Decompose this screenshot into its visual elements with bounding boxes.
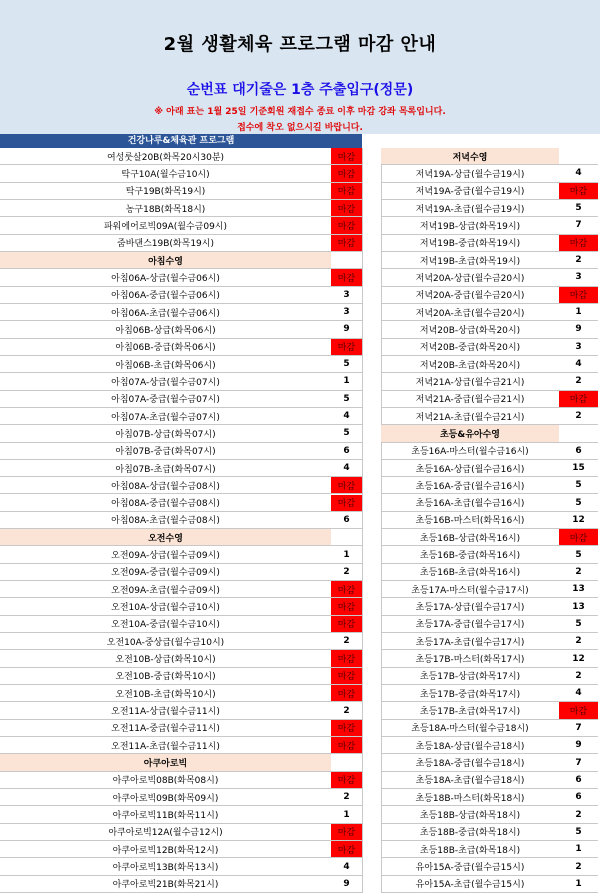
program-name: 초등16A-중급(월수금16시) bbox=[415, 481, 525, 492]
remaining-count: 7 bbox=[575, 757, 582, 768]
closed-badge: 마감 bbox=[331, 581, 362, 597]
table-row bbox=[381, 789, 598, 806]
section-header bbox=[381, 148, 598, 165]
program-name: 초등18A-중급(월수금18시) bbox=[415, 759, 525, 770]
program-name: 아쿠아로빅08B(화목08시) bbox=[112, 776, 219, 787]
program-name: 줌바댄스19B(화목19시) bbox=[117, 239, 214, 250]
program-name: 아침07B-중급(화목07시) bbox=[115, 447, 216, 458]
remaining-count: 3 bbox=[575, 272, 582, 283]
closed-badge: 마감 bbox=[331, 235, 362, 251]
program-name: 저녁20B-초급(화목20시) bbox=[419, 360, 521, 371]
table-row bbox=[0, 772, 362, 789]
section-header bbox=[381, 425, 598, 442]
closed-badge: 마감 bbox=[331, 148, 362, 164]
section-title: 초등&유아수영 bbox=[381, 425, 559, 441]
program-name: 오전10A-상급(월수금10시) bbox=[111, 603, 220, 614]
program-name: 아침06B-중급(화목06시) bbox=[115, 343, 216, 354]
program-name: 아침06A-초급(월수금06시) bbox=[111, 308, 220, 319]
program-name: 아침08A-상급(월수금08시) bbox=[111, 481, 220, 492]
page-title: 2월 생활체육 프로그램 마감 안내 bbox=[163, 34, 437, 55]
closed-badge: 마감 bbox=[559, 183, 598, 199]
table-row bbox=[381, 304, 598, 321]
remaining-count: 5 bbox=[575, 203, 582, 214]
remaining-count: 1 bbox=[343, 809, 350, 820]
program-name: 아침07A-중급(월수금07시) bbox=[111, 395, 220, 406]
program-name: 아쿠아로빅12B(화목12시) bbox=[112, 845, 219, 856]
remaining-count: 5 bbox=[343, 359, 350, 370]
remaining-count: 2 bbox=[575, 670, 582, 681]
table-row bbox=[381, 633, 598, 650]
table-row bbox=[381, 252, 598, 269]
table-row bbox=[0, 165, 362, 182]
program-name: 초등16B-상급(화목16시) bbox=[419, 533, 521, 544]
remaining-count: 9 bbox=[575, 324, 582, 335]
closed-badge: 마감 bbox=[331, 668, 362, 684]
section-title: 저녁수영 bbox=[381, 148, 559, 164]
table-row bbox=[0, 269, 362, 286]
section-header bbox=[0, 252, 362, 269]
program-name: 아침06A-상급(월수금06시) bbox=[111, 273, 220, 284]
table-row bbox=[381, 581, 598, 598]
table-row bbox=[381, 546, 598, 563]
program-name: 저녁20A-초급(월수금20시) bbox=[415, 308, 525, 319]
table-row bbox=[0, 200, 362, 217]
closed-badge: 마감 bbox=[331, 200, 362, 216]
remaining-count: 2 bbox=[575, 255, 582, 266]
closed-badge: 마감 bbox=[331, 824, 362, 840]
program-name: 오전11A-상급(월수금11시) bbox=[111, 707, 220, 718]
program-name: 초등16B-중급(화목16시) bbox=[419, 551, 521, 562]
table-row bbox=[381, 737, 598, 754]
closed-badge: 마감 bbox=[331, 183, 362, 199]
program-name: 저녁20A-중급(월수금20시) bbox=[415, 291, 525, 302]
table-row bbox=[381, 339, 598, 356]
program-name: 초등17A-중급(월수금17시) bbox=[415, 620, 525, 631]
table-row bbox=[0, 321, 362, 338]
table-row bbox=[381, 668, 598, 685]
program-name: 초등17A-초급(월수금17시) bbox=[415, 637, 525, 648]
table-row bbox=[381, 702, 598, 719]
program-name: 오전11A-중급(월수금11시) bbox=[111, 724, 220, 735]
section-title: 아침수영 bbox=[0, 252, 331, 268]
remaining-count: 1 bbox=[575, 878, 582, 889]
table-row bbox=[0, 425, 362, 442]
table-row bbox=[381, 287, 598, 304]
remaining-count: 2 bbox=[575, 861, 582, 872]
closed-badge: 마감 bbox=[559, 702, 598, 718]
program-name: 탁구10A(월수금10시) bbox=[121, 169, 210, 180]
remaining-count: 2 bbox=[575, 809, 582, 820]
table-row bbox=[0, 356, 362, 373]
table-row bbox=[0, 685, 362, 702]
remaining-count: 4 bbox=[575, 168, 582, 179]
table-row bbox=[0, 373, 362, 390]
remaining-count: 1 bbox=[575, 307, 582, 318]
table-row bbox=[0, 304, 362, 321]
table-row bbox=[381, 564, 598, 581]
notice-line-2: 접수에 착오 없으시길 바랍니다. bbox=[237, 123, 363, 133]
table-row bbox=[381, 858, 598, 875]
table-row bbox=[381, 217, 598, 234]
program-name: 아침06B-상급(화목06시) bbox=[115, 325, 216, 336]
program-name: 저녁19A-중급(월수금19시) bbox=[415, 187, 525, 198]
remaining-count: 1 bbox=[343, 376, 350, 387]
program-name: 저녁21A-상급(월수금21시) bbox=[415, 377, 525, 388]
closed-badge: 마감 bbox=[331, 737, 362, 753]
table-row bbox=[381, 754, 598, 771]
program-name: 저녁20A-상급(월수금20시) bbox=[415, 273, 525, 284]
table-row bbox=[381, 477, 598, 494]
header-banner bbox=[0, 0, 600, 134]
remaining-count: 7 bbox=[575, 722, 582, 733]
remaining-count: 2 bbox=[343, 566, 350, 577]
closed-badge: 마감 bbox=[331, 772, 362, 788]
table-row bbox=[0, 633, 362, 650]
program-name: 저녁19B-상급(화목19시) bbox=[419, 221, 521, 232]
remaining-count: 2 bbox=[575, 411, 582, 422]
table-row bbox=[0, 339, 362, 356]
table-row bbox=[0, 876, 362, 893]
closed-badge: 마감 bbox=[331, 269, 362, 285]
remaining-count: 3 bbox=[343, 289, 350, 300]
remaining-count: 1 bbox=[575, 844, 582, 855]
table-row bbox=[0, 789, 362, 806]
program-name: 아침08A-초급(월수금08시) bbox=[111, 516, 220, 527]
table-row bbox=[0, 720, 362, 737]
remaining-count: 5 bbox=[343, 393, 350, 404]
closed-badge: 마감 bbox=[559, 287, 598, 303]
remaining-count: 9 bbox=[343, 878, 350, 889]
table-row bbox=[0, 495, 362, 512]
program-name: 저녁19A-상급(월수금19시) bbox=[415, 169, 525, 180]
program-name: 초등17B-마스터(화목17시) bbox=[415, 655, 525, 666]
program-name: 초등17B-초급(화목17시) bbox=[419, 707, 521, 718]
remaining-count: 1 bbox=[343, 549, 350, 560]
remaining-count: 5 bbox=[575, 826, 582, 837]
closed-badge: 마감 bbox=[331, 495, 362, 511]
table-row bbox=[0, 824, 362, 841]
program-name: 초등16B-초급(화목16시) bbox=[419, 568, 521, 579]
table-row bbox=[381, 685, 598, 702]
section-header bbox=[0, 754, 362, 771]
column-divider bbox=[362, 148, 363, 893]
program-name: 초등18A-초급(월수금18시) bbox=[415, 776, 525, 787]
table-row bbox=[381, 616, 598, 633]
table-row bbox=[381, 373, 598, 390]
closed-badge: 마감 bbox=[331, 598, 362, 614]
table-row bbox=[381, 269, 598, 286]
program-name: 오전10B-초급(화목10시) bbox=[115, 689, 216, 700]
remaining-count: 13 bbox=[572, 601, 585, 612]
closed-badge: 마감 bbox=[559, 391, 598, 407]
table-row bbox=[381, 529, 598, 546]
table-row bbox=[0, 564, 362, 581]
program-name: 탁구19B(화목19시) bbox=[125, 187, 206, 198]
table-row bbox=[0, 841, 362, 858]
remaining-count: 2 bbox=[343, 636, 350, 647]
program-name: 초등18B-마스터(화목18시) bbox=[415, 793, 525, 804]
program-name: 아침07A-상급(월수금07시) bbox=[111, 377, 220, 388]
program-name: 초등17B-상급(화목17시) bbox=[419, 672, 521, 683]
remaining-count: 12 bbox=[572, 653, 585, 664]
program-name: 오전09A-중급(월수금09시) bbox=[111, 568, 220, 579]
table-row bbox=[0, 235, 362, 252]
program-name: 유아15A-초급(월수금15시) bbox=[415, 880, 525, 891]
program-name: 초등16A-상급(월수금16시) bbox=[415, 464, 525, 475]
program-name: 아침07B-초급(화목07시) bbox=[115, 464, 216, 475]
table-row bbox=[381, 321, 598, 338]
remaining-count: 6 bbox=[343, 445, 350, 456]
table-row bbox=[381, 512, 598, 529]
table-row bbox=[0, 737, 362, 754]
program-name: 아쿠아로빅09B(화목09시) bbox=[112, 793, 219, 804]
remaining-count: 4 bbox=[575, 688, 582, 699]
table-row bbox=[0, 391, 362, 408]
program-name: 저녁20B-중급(화목20시) bbox=[419, 343, 521, 354]
remaining-count: 15 bbox=[572, 463, 585, 474]
table-row bbox=[0, 616, 362, 633]
table-row bbox=[0, 650, 362, 667]
program-name: 초등18A-마스터(월수금18시) bbox=[411, 724, 529, 735]
remaining-count: 4 bbox=[343, 861, 350, 872]
program-name: 아침07A-초급(월수금07시) bbox=[111, 412, 220, 423]
remaining-count: 5 bbox=[575, 480, 582, 491]
table-row bbox=[0, 546, 362, 563]
closed-badge: 마감 bbox=[331, 217, 362, 233]
closed-badge: 마감 bbox=[331, 650, 362, 666]
program-name: 오전10B-상급(화목10시) bbox=[115, 655, 216, 666]
program-name: 오전11A-초급(월수금11시) bbox=[111, 741, 220, 752]
section-title: 아쿠아로빅 bbox=[0, 754, 331, 770]
table-row bbox=[381, 876, 598, 893]
program-name: 농구18B(화목18시) bbox=[125, 204, 206, 215]
table-row bbox=[381, 165, 598, 182]
program-name: 저녁21A-중급(월수금21시) bbox=[415, 395, 525, 406]
table-row bbox=[381, 841, 598, 858]
table-row bbox=[381, 443, 598, 460]
program-name: 저녁19A-초급(월수금19시) bbox=[415, 204, 525, 215]
program-name: 오전10B-중급(화목10시) bbox=[115, 672, 216, 683]
program-name: 오전09A-초급(월수금09시) bbox=[111, 585, 220, 596]
closed-badge: 마감 bbox=[331, 477, 362, 493]
section-title: 오전수영 bbox=[0, 529, 331, 545]
table-row bbox=[381, 183, 598, 200]
remaining-count: 9 bbox=[575, 740, 582, 751]
closed-badge: 마감 bbox=[331, 685, 362, 701]
remaining-count: 6 bbox=[575, 774, 582, 785]
closed-badge: 마감 bbox=[559, 235, 598, 251]
program-name: 초등18B-중급(화목18시) bbox=[419, 828, 521, 839]
table-row bbox=[0, 217, 362, 234]
program-name: 아쿠아로빅21B(화목21시) bbox=[112, 880, 219, 891]
program-name: 초등17A-마스터(월수금17시) bbox=[411, 585, 529, 596]
table-row bbox=[381, 200, 598, 217]
program-name: 초등18B-상급(화목18시) bbox=[419, 811, 521, 822]
table-row bbox=[0, 806, 362, 823]
program-name: 초등16A-마스터(월수금16시) bbox=[411, 447, 529, 458]
program-name: 초등17A-상급(월수금17시) bbox=[415, 603, 525, 614]
program-name: 아쿠아로빅13B(화목13시) bbox=[112, 863, 219, 873]
remaining-count: 2 bbox=[575, 636, 582, 647]
program-name: 초등17B-중급(화목17시) bbox=[419, 689, 521, 700]
table-row bbox=[0, 581, 362, 598]
program-name: 여성룻살20B(화목20시30분) bbox=[106, 152, 225, 163]
remaining-count: 6 bbox=[575, 792, 582, 803]
program-name: 아침06A-중급(월수금06시) bbox=[111, 291, 220, 302]
program-name: 아침06B-초급(화목06시) bbox=[115, 360, 216, 371]
program-name: 오전10A-중급(월수금10시) bbox=[111, 620, 220, 631]
remaining-count: 2 bbox=[575, 376, 582, 387]
remaining-count: 2 bbox=[575, 566, 582, 577]
table-row bbox=[0, 858, 362, 875]
table-row bbox=[381, 495, 598, 512]
table-row bbox=[381, 806, 598, 823]
program-name: 초등16B-마스터(화목16시) bbox=[415, 516, 525, 527]
program-name: 저녁19B-중급(화목19시) bbox=[419, 239, 521, 250]
table-row bbox=[0, 477, 362, 494]
table-row bbox=[381, 650, 598, 667]
table-row bbox=[0, 702, 362, 719]
table-row bbox=[381, 772, 598, 789]
remaining-count: 7 bbox=[575, 220, 582, 231]
table-row bbox=[0, 443, 362, 460]
program-name: 초등18A-상급(월수금18시) bbox=[415, 741, 525, 752]
remaining-count: 2 bbox=[343, 792, 350, 803]
table-row bbox=[0, 460, 362, 477]
closed-badge: 마감 bbox=[331, 841, 362, 857]
table-row bbox=[0, 408, 362, 425]
program-name: 저녁20B-상급(화목20시) bbox=[419, 325, 521, 336]
table-row bbox=[0, 183, 362, 200]
program-name: 아쿠아로빅11B(화목11시) bbox=[112, 811, 219, 822]
program-name: 유아15A-중급(월수금15시) bbox=[415, 863, 525, 873]
table-row bbox=[381, 598, 598, 615]
remaining-count: 6 bbox=[343, 514, 350, 525]
table-row bbox=[381, 356, 598, 373]
remaining-count: 4 bbox=[343, 411, 350, 422]
program-name: 저녁19B-초급(화목19시) bbox=[419, 256, 521, 267]
section-header bbox=[0, 529, 362, 546]
remaining-count: 5 bbox=[575, 549, 582, 560]
program-name: 아침08A-중급(월수금08시) bbox=[111, 499, 220, 510]
table-row bbox=[381, 460, 598, 477]
remaining-count: 4 bbox=[575, 359, 582, 370]
queue-notice: 순번표 대기줄은 1층 주출입구(정문) bbox=[186, 82, 414, 98]
table-row bbox=[381, 391, 598, 408]
remaining-count: 4 bbox=[343, 463, 350, 474]
remaining-count: 5 bbox=[343, 428, 350, 439]
closed-badge: 마감 bbox=[331, 339, 362, 355]
closed-badge: 마감 bbox=[331, 720, 362, 736]
remaining-count: 3 bbox=[575, 341, 582, 352]
notice-line-1: ※ 아래 표는 1월 25일 기준회원 재접수 종료 이후 마감 강좌 목록입니다. bbox=[154, 107, 446, 117]
program-name: 오전09A-상급(월수금09시) bbox=[111, 551, 220, 562]
table-row bbox=[0, 287, 362, 304]
table-row bbox=[381, 720, 598, 737]
table-row bbox=[381, 408, 598, 425]
left-table-header: 건강나루&체육관 프로그램 bbox=[0, 134, 362, 148]
closed-badge: 마감 bbox=[331, 616, 362, 632]
closed-badge: 마감 bbox=[331, 165, 362, 181]
remaining-count: 2 bbox=[343, 705, 350, 716]
program-name: 오전10A-중상급(월수금10시) bbox=[106, 637, 225, 648]
table-row bbox=[381, 824, 598, 841]
closed-badge: 마감 bbox=[559, 529, 598, 545]
table-row bbox=[0, 512, 362, 529]
remaining-count: 9 bbox=[343, 324, 350, 335]
remaining-count: 3 bbox=[343, 307, 350, 318]
remaining-count: 5 bbox=[575, 497, 582, 508]
table-row bbox=[0, 598, 362, 615]
program-name: 저녁21A-초급(월수금21시) bbox=[415, 412, 525, 423]
table-row bbox=[381, 235, 598, 252]
program-name: 초등18B-초급(화목18시) bbox=[419, 845, 521, 856]
remaining-count: 13 bbox=[572, 584, 585, 595]
remaining-count: 5 bbox=[575, 618, 582, 629]
table-row bbox=[0, 668, 362, 685]
program-name: 초등16A-초급(월수금16시) bbox=[415, 499, 525, 510]
program-name: 파워에어로빅09A(월수금09시) bbox=[103, 221, 228, 232]
program-name: 아쿠아로빅12A(월수금12시) bbox=[108, 828, 223, 839]
program-name: 아침07B-상급(화목07시) bbox=[115, 429, 216, 440]
table-row bbox=[0, 148, 362, 165]
remaining-count: 12 bbox=[572, 514, 585, 525]
remaining-count: 6 bbox=[575, 445, 582, 456]
